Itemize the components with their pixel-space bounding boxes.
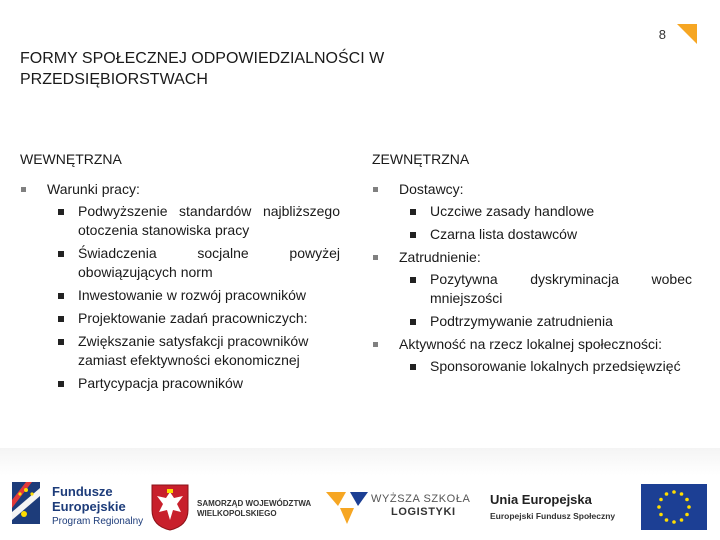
bullet-icon (58, 209, 64, 215)
sub-list (47, 202, 340, 393)
coat-of-arms-eagle-icon (149, 482, 191, 532)
list-item-label: Zatrudnienie: (399, 249, 481, 265)
bullet-icon (58, 339, 64, 345)
swk-line1: SAMORZĄD WOJEWÓDZTWA (197, 499, 312, 508)
bullet-icon (58, 381, 64, 387)
unia-europejska-text (490, 492, 630, 524)
sub-list (399, 357, 692, 376)
list-item-label: Dostawcy: (399, 181, 464, 197)
sub-list-item (47, 202, 340, 240)
internal-heading: WEWNĘTRZNA (20, 151, 122, 167)
wsl-line1: WYŻSZA SZKOŁA (371, 493, 471, 505)
sub-list-item (47, 286, 340, 305)
sub-list-item-text: Projektowanie zadań pracowniczych: (78, 310, 308, 326)
list-item (372, 248, 692, 331)
internal-list (20, 180, 340, 393)
fe-line2: Europejskie (52, 499, 126, 514)
bullet-icon (373, 255, 378, 260)
list-item (372, 180, 692, 244)
sub-list-item (399, 225, 692, 244)
ue-title: Unia Europejska (490, 492, 592, 507)
fe-line1: Fundusze (52, 484, 113, 499)
bullet-icon (373, 342, 378, 347)
sub-list-item-text: Podwyższenie standardów najbliższego otoczenia stanowiska pracy (78, 203, 340, 238)
sub-list-item (399, 312, 692, 331)
bullet-icon (21, 187, 26, 192)
sub-list (399, 270, 692, 331)
sub-list-item-text: Inwestowanie w rozwój pracowników (78, 287, 306, 303)
list-item (372, 335, 692, 376)
sub-list-item (47, 374, 340, 393)
external-list (372, 180, 692, 376)
sub-list-item-text: Pozytywna dyskryminacja wobec mniejszości (430, 271, 692, 306)
sub-list-item (47, 309, 340, 328)
fe-line3: Program Regionalny (52, 516, 144, 527)
sub-list-item-text: Czarna lista dostawców (430, 226, 578, 242)
list-item (20, 180, 340, 393)
samorzad-text (197, 499, 327, 519)
slide-title: FORMY SPOŁECZNEJ ODPOWIEDZIALNOŚCI W PRZEDSIĘBIORSTWACH (20, 50, 385, 88)
bullet-icon (58, 251, 64, 257)
sub-list-item-text: Świadczenia socjalne powyżej obowiązujących norm (78, 245, 340, 280)
sub-list-item (47, 332, 340, 370)
page-number: 8 (658, 27, 666, 42)
sub-list (399, 202, 692, 244)
ue-subtitle: Europejski Fundusz Społeczny (490, 511, 616, 521)
list-item-label: Aktywność na rzecz lokalnej społeczności: (399, 336, 663, 352)
external-column (372, 150, 692, 380)
bullet-icon (410, 209, 416, 215)
swk-line2: WIELKOPOLSKIEGO (197, 509, 277, 518)
sub-list-item (399, 270, 692, 308)
bullet-icon (410, 319, 416, 325)
bullet-icon (410, 232, 416, 238)
sub-list-item-text: Partycypacja pracowników (78, 375, 243, 391)
eu-flag-icon (641, 484, 707, 530)
sub-list-item (399, 357, 692, 376)
bullet-icon (373, 187, 378, 192)
sub-list-item (399, 202, 692, 221)
bullet-icon (410, 277, 416, 283)
bullet-icon (410, 364, 416, 370)
corner-accent-triangle (677, 24, 697, 44)
wsl-line2: LOGISTYKI (391, 506, 456, 518)
sub-list-item (47, 244, 340, 282)
sub-list-item-text: Zwiększanie satysfakcji pracowników zamiast efektywności ekonomicznej (78, 333, 309, 368)
wsl-text (371, 493, 471, 519)
internal-column (20, 150, 340, 397)
external-heading: ZEWNĘTRZNA (372, 151, 470, 167)
bullet-icon (58, 293, 64, 299)
sub-list-item-text: Podtrzymywanie zatrudnienia (430, 313, 613, 329)
fundusze-europejskie-logo-icon (10, 478, 50, 528)
bullet-icon (58, 316, 64, 322)
wsl-logo-icon (326, 486, 368, 526)
fundusze-europejskie-text (52, 484, 143, 529)
sub-list-item-text: Sponsorowanie lokalnych przedsięwzięć (430, 358, 681, 374)
sub-list-item-text: Uczciwe zasady handlowe (430, 203, 595, 219)
list-item-label: Warunki pracy: (47, 181, 140, 197)
